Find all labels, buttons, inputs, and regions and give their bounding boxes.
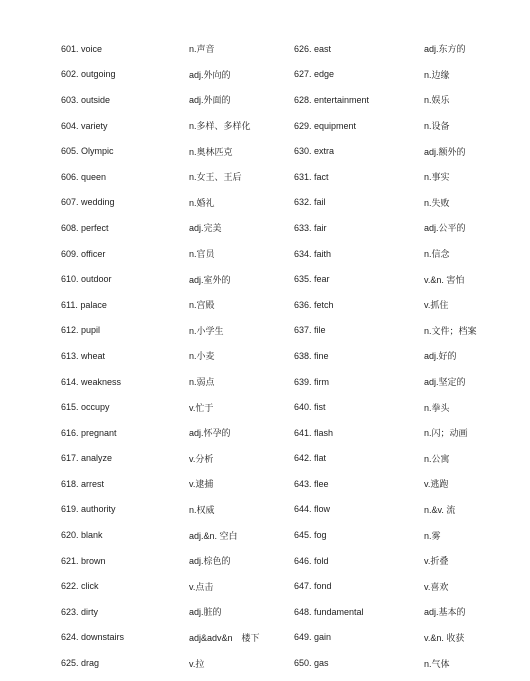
vocab-word: 647. fond (294, 581, 332, 592)
vocab-entry (61, 266, 286, 292)
vocab-meaning: n.婚礼 (189, 197, 215, 208)
vocab-entry (61, 497, 286, 523)
vocab-word: 637. file (294, 325, 326, 336)
vocab-meaning: v.点击 (189, 581, 214, 592)
vocab-entry (61, 650, 286, 676)
vocab-entry (61, 599, 286, 625)
vocab-meaning: v.&n. 收获 (424, 632, 465, 643)
vocab-entry (61, 522, 286, 548)
vocab-meaning: n.多样、多样化 (189, 121, 251, 132)
vocab-word: 649. gain (294, 632, 332, 643)
vocab-meaning: v.分析 (189, 453, 214, 464)
vocab-word: 632. fail (294, 197, 326, 208)
vocab-entry (294, 625, 494, 651)
vocab-meaning: adj.室外的 (189, 274, 231, 285)
vocab-entry (61, 36, 286, 62)
vocab-word: 617. analyze (61, 453, 113, 464)
vocab-meaning: n.权威 (189, 504, 215, 515)
vocab-entry (294, 292, 494, 318)
vocab-meaning: adj.额外的 (424, 146, 466, 157)
vocab-meaning: n.娱乐 (424, 95, 450, 106)
vocab-meaning: n.雾 (424, 530, 441, 541)
vocab-entry (294, 36, 494, 62)
vocab-entry (61, 241, 286, 267)
vocab-meaning: adj.完美 (189, 223, 222, 234)
vocab-meaning: n.宫殿 (189, 300, 215, 311)
vocab-word: 638. fine (294, 350, 329, 361)
vocab-word: 644. flow (294, 504, 331, 515)
vocab-word: 650. gas (294, 658, 329, 669)
vocab-entry (294, 266, 494, 292)
vocab-entry (294, 113, 494, 139)
vocab-meaning: adj.怀孕的 (189, 428, 231, 439)
vocab-meaning: n.拳头 (424, 402, 450, 413)
vocab-word: 633. fair (294, 222, 327, 233)
vocab-meaning: n.信念 (424, 249, 450, 260)
vocab-word: 619. authority (61, 504, 116, 515)
vocab-entry (294, 215, 494, 241)
vocab-word: 629. equipment (294, 120, 357, 131)
vocab-word: 604. variety (61, 120, 108, 131)
vocab-meaning: n.失败 (424, 197, 450, 208)
vocab-word: 630. extra (294, 146, 335, 157)
vocab-entry (294, 599, 494, 625)
vocab-entry (294, 573, 494, 599)
vocab-meaning: n.女王、王后 (189, 172, 242, 183)
vocab-meaning: adj.&n. 空白 (189, 530, 238, 541)
vocab-meaning: v.忙于 (189, 402, 214, 413)
vocab-word: 624. downstairs (61, 632, 125, 643)
vocab-word: 622. click (61, 581, 99, 592)
vocab-entry (61, 446, 286, 472)
vocab-entry (294, 164, 494, 190)
vocab-meaning: v.逃跑 (424, 479, 449, 490)
vocab-word: 648. fundamental (294, 606, 364, 617)
vocab-word: 635. fear (294, 274, 330, 285)
vocab-meaning: adj.坚定的 (424, 377, 466, 388)
vocab-entry (294, 446, 494, 472)
vocab-entry (61, 292, 286, 318)
vocab-word: 601. voice (61, 43, 103, 54)
vocab-meaning: n.声音 (189, 44, 215, 55)
vocab-word: 618. arrest (61, 478, 105, 489)
vocab-word: 610. outdoor (61, 274, 112, 285)
vocab-word: 613. wheat (61, 350, 106, 361)
vocab-entry (294, 241, 494, 267)
vocab-meaning: v.抓住 (424, 300, 449, 311)
vocab-entry (294, 522, 494, 548)
vocab-meaning: adj.好的 (424, 351, 457, 362)
vocab-word: 636. fetch (294, 299, 334, 310)
vocab-entry (61, 420, 286, 446)
vocab-meaning: n.弱点 (189, 377, 215, 388)
vocab-word: 603. outside (61, 94, 111, 105)
vocab-word: 646. fold (294, 555, 329, 566)
vocab-entry (294, 318, 494, 344)
vocab-entry (294, 471, 494, 497)
vocab-entry (61, 343, 286, 369)
vocab-entry (294, 190, 494, 216)
vocab-entry (294, 420, 494, 446)
vocab-meaning: n.事实 (424, 172, 450, 183)
vocab-meaning: adj.外面的 (189, 95, 231, 106)
left-column (61, 36, 286, 676)
vocab-entry (61, 87, 286, 113)
vocab-word: 606. queen (61, 171, 107, 182)
vocab-meaning: v.拉 (189, 658, 205, 669)
vocab-entry (61, 164, 286, 190)
vocab-meaning: n.气体 (424, 658, 450, 669)
vocab-word: 643. flee (294, 478, 329, 489)
vocab-entry (61, 548, 286, 574)
vocab-entry (61, 394, 286, 420)
vocab-meaning: n.小学生 (189, 325, 224, 336)
vocab-word: 626. east (294, 43, 332, 54)
vocab-meaning: adj.公平的 (424, 223, 466, 234)
vocab-entry (294, 87, 494, 113)
vocab-word: 611. palace (61, 299, 107, 310)
vocab-meaning: n.文件；档案 (424, 325, 477, 336)
vocab-entry (294, 138, 494, 164)
vocab-meaning: n.官员 (189, 249, 215, 260)
vocab-word: 608. perfect (61, 222, 109, 233)
vocab-word: 628. entertainment (294, 94, 370, 105)
vocab-entry (61, 573, 286, 599)
vocab-entry (61, 215, 286, 241)
vocab-meaning: n.小麦 (189, 351, 215, 362)
vocab-meaning: adj.棕色的 (189, 556, 231, 567)
vocab-entry (61, 318, 286, 344)
vocab-word: 602. outgoing (61, 69, 116, 80)
vocab-word: 631. fact (294, 171, 329, 182)
vocab-meaning: v.逮捕 (189, 479, 214, 490)
vocab-entry (61, 625, 286, 651)
vocab-meaning: adj.基本的 (424, 607, 466, 618)
vocab-entry (294, 394, 494, 420)
vocab-entry (294, 650, 494, 676)
vocab-meaning: v.&n. 害怕 (424, 274, 465, 285)
vocab-meaning: v.喜欢 (424, 581, 449, 592)
vocab-word: 634. faith (294, 248, 332, 259)
vocab-word: 621. brown (61, 555, 106, 566)
vocab-meaning: n.闪；动画 (424, 428, 468, 439)
vocab-word: 645. fog (294, 530, 327, 541)
vocab-entry (61, 62, 286, 88)
vocab-word: 620. blank (61, 530, 103, 541)
vocab-entry (294, 62, 494, 88)
vocab-entry (294, 369, 494, 395)
vocab-meaning: v.折叠 (424, 556, 449, 567)
vocab-word: 607. wedding (61, 197, 115, 208)
vocab-entry (294, 548, 494, 574)
vocab-meaning: n.公寓 (424, 453, 450, 464)
vocab-meaning: adj.脏的 (189, 607, 222, 618)
vocab-word: 625. drag (61, 658, 100, 669)
vocab-word: 614. weakness (61, 376, 122, 387)
vocab-meaning: n.&v. 流 (424, 504, 456, 515)
vocab-word: 639. firm (294, 376, 330, 387)
vocab-meaning: adj&adv&n 楼下 (189, 632, 260, 643)
vocab-meaning: n.边缘 (424, 69, 450, 80)
right-column (294, 36, 494, 676)
vocab-word: 627. edge (294, 69, 335, 80)
vocab-entry (61, 138, 286, 164)
vocab-meaning: n.奥林匹克 (189, 146, 233, 157)
vocab-word: 640. fist (294, 402, 326, 413)
vocab-entry (61, 471, 286, 497)
vocab-entry (294, 497, 494, 523)
vocab-entry (61, 369, 286, 395)
vocab-word: 623. dirty (61, 606, 99, 617)
vocab-word: 641. flash (294, 427, 334, 438)
vocab-meaning: adj.外向的 (189, 69, 231, 80)
vocab-word: 609. officer (61, 248, 106, 259)
vocab-entry (294, 343, 494, 369)
vocab-entry (61, 113, 286, 139)
vocab-word: 642. flat (294, 453, 327, 464)
vocab-meaning: adj.东方的 (424, 44, 466, 55)
vocab-word: 616. pregnant (61, 427, 117, 438)
vocab-meaning: n.设备 (424, 121, 450, 132)
vocab-word: 605. Olympic (61, 146, 114, 157)
vocab-word: 612. pupil (61, 325, 101, 336)
vocab-entry (61, 190, 286, 216)
vocab-word: 615. occupy (61, 402, 110, 413)
